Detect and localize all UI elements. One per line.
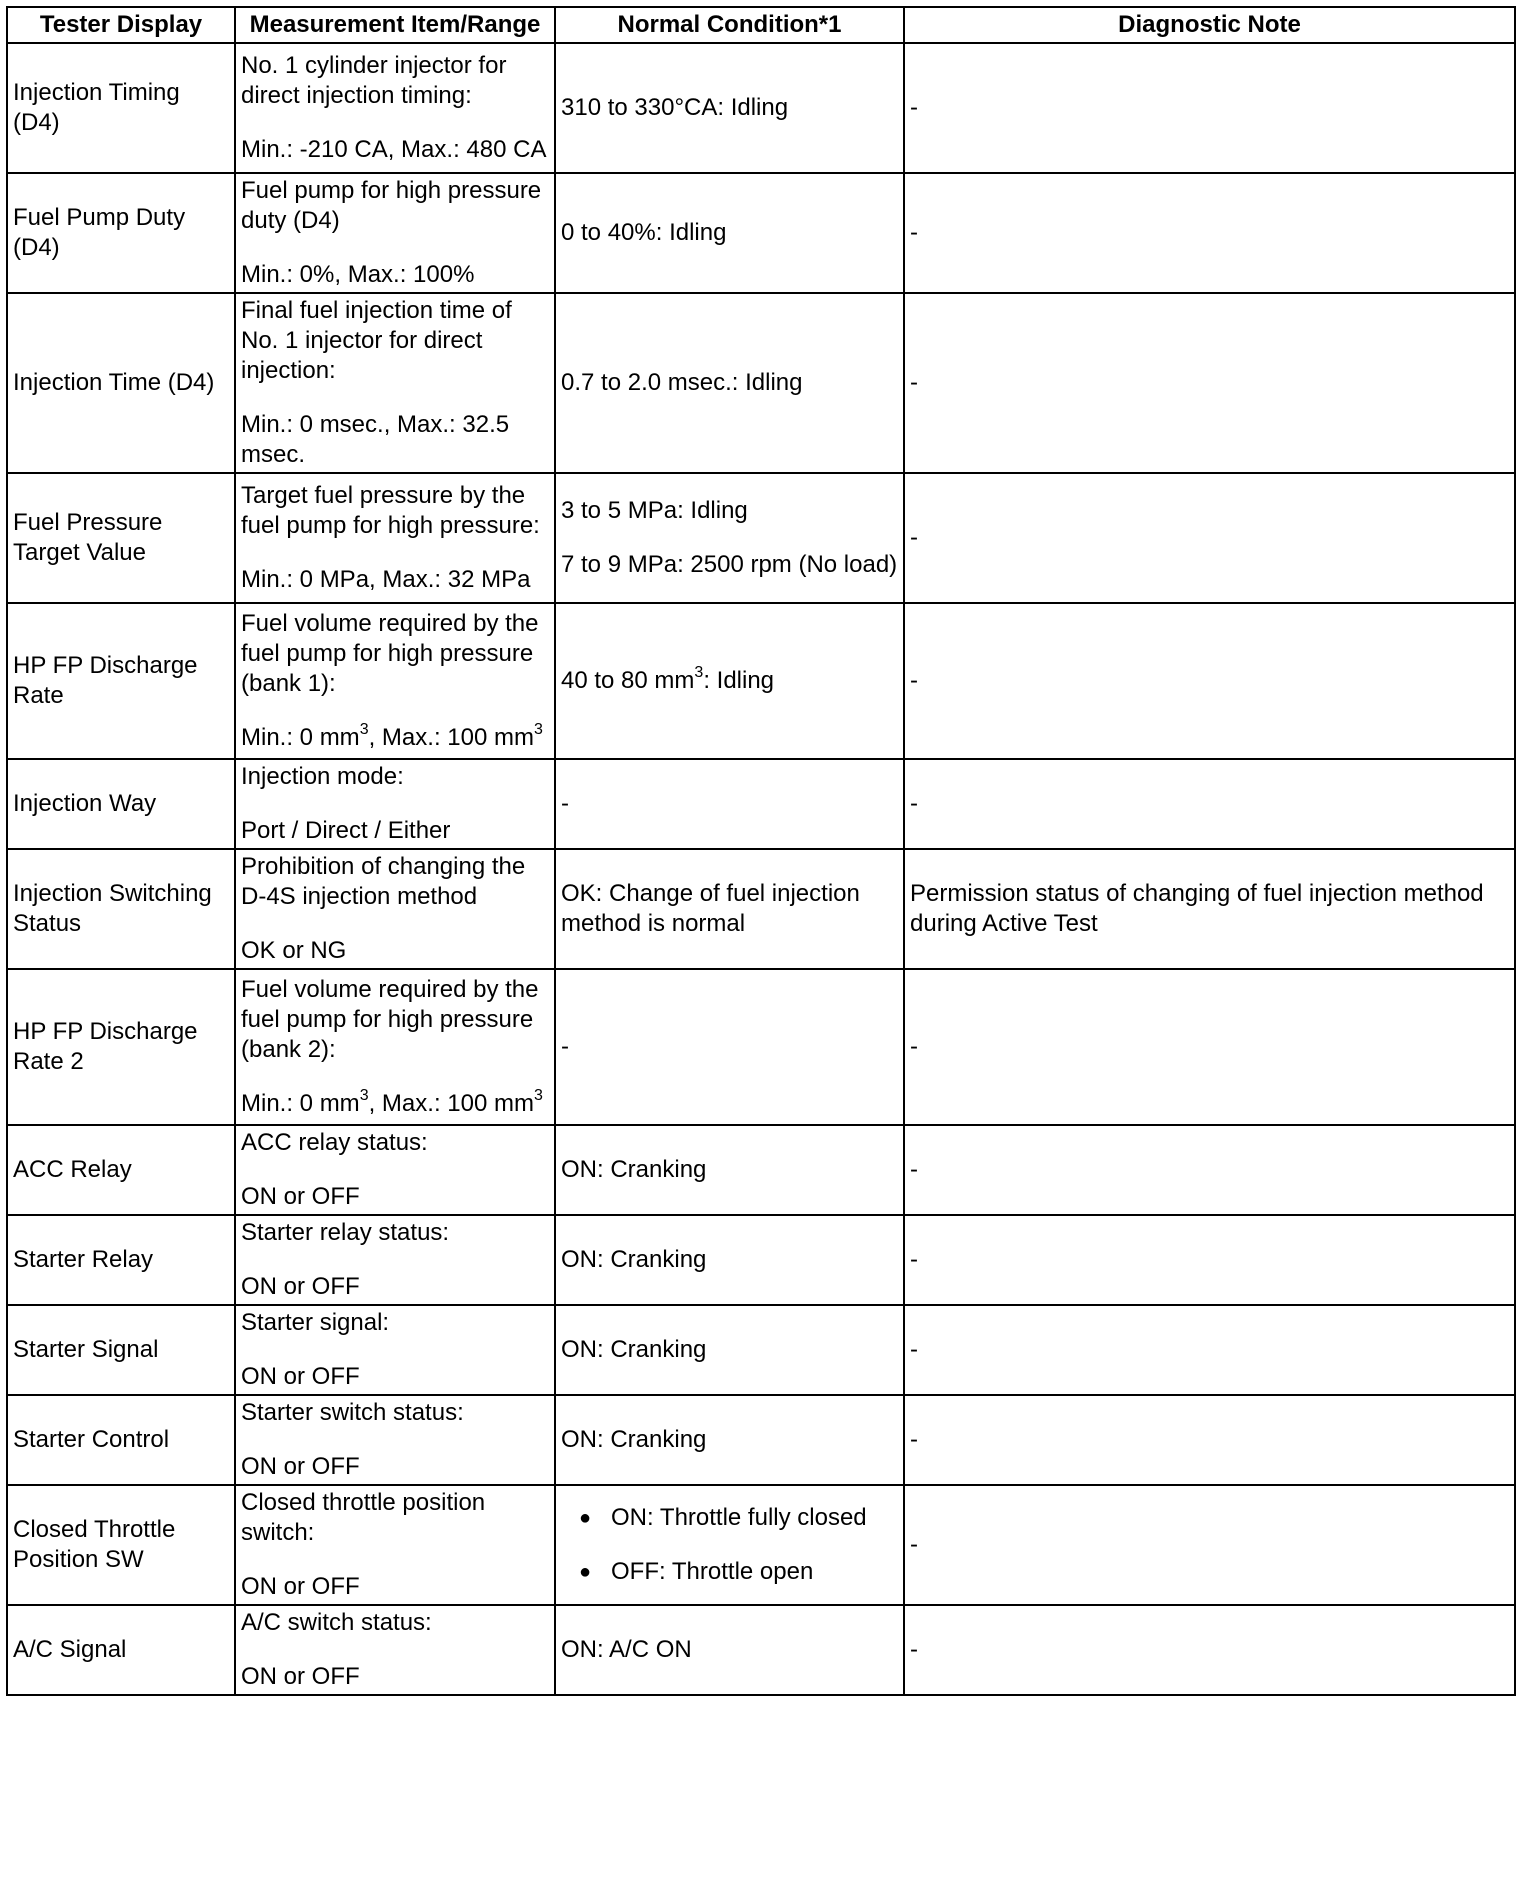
tester-display-cell: Fuel Pump Duty (D4) (7, 173, 235, 293)
table-row (7, 969, 1515, 1125)
text-part: , Max.: 100 mm (368, 724, 534, 751)
tester-display-cell: Injection Time (D4) (7, 293, 235, 473)
table-row (7, 293, 1515, 473)
text-part: Min.: 0 mm (241, 724, 360, 751)
measurement-line (241, 762, 549, 792)
measurement-line (241, 1608, 549, 1638)
measurement-line (241, 1218, 549, 1248)
normal-condition-cell (555, 1605, 904, 1695)
measurement-cell (235, 1485, 555, 1605)
measurement-line (241, 176, 549, 236)
table-row (7, 1305, 1515, 1395)
measurement-line (241, 565, 549, 595)
text-part: Prohibition of changing the D-4S injection method (241, 853, 526, 910)
text-part: Fuel pump for high pressure duty (D4) (241, 177, 542, 234)
measurement-cell (235, 293, 555, 473)
text-part: Starter signal: (241, 1309, 390, 1336)
text-part: 7 to 9 MPa: 2500 rpm (No load) (561, 551, 898, 578)
measurement-line (241, 1662, 549, 1692)
text-part: No. 1 cylinder injector for direct injection timing: (241, 52, 507, 109)
normal-condition-line (561, 218, 898, 248)
text-part: ON: Cranking (561, 1336, 707, 1363)
diagnostic-note-cell: - (904, 969, 1515, 1125)
table-row (7, 759, 1515, 849)
text-part: OK: Change of fuel injection method is normal (561, 880, 860, 937)
measurement-line (241, 1128, 549, 1158)
normal-condition-cell (555, 293, 904, 473)
text-part: Min.: 0 mm (241, 1090, 360, 1117)
measurement-line (241, 816, 549, 846)
measurement-line (241, 1089, 549, 1119)
text-part: Target fuel pressure by the fuel pump for high pressure: (241, 482, 540, 539)
tester-display-cell: A/C Signal (7, 1605, 235, 1695)
header-normal-condition: Normal Condition*1 (555, 7, 904, 43)
table-row (7, 849, 1515, 969)
measurement-cell (235, 43, 555, 173)
text-part: 0 to 40%: Idling (561, 219, 727, 246)
text-part: 3 to 5 MPa: Idling (561, 497, 748, 524)
measurement-line (241, 1308, 549, 1338)
measurement-line (241, 481, 549, 541)
tester-display-cell: HP FP Discharge Rate (7, 603, 235, 759)
normal-condition-cell (555, 969, 904, 1125)
superscript: 3 (359, 1087, 369, 1104)
text-part: ON or OFF (241, 1573, 360, 1600)
superscript: 3 (694, 664, 704, 681)
tester-display-cell: Starter Control (7, 1395, 235, 1485)
tester-display-cell: Starter Relay (7, 1215, 235, 1305)
bullet-item: ● OFF: Throttle open (561, 1557, 898, 1587)
tester-display-cell: Injection Switching Status (7, 849, 235, 969)
diagnostic-note-cell: Permission status of changing of fuel injection method during Active Test (904, 849, 1515, 969)
text-part: Min.: 0%, Max.: 100% (241, 261, 475, 288)
normal-condition-cell (555, 1485, 904, 1605)
measurement-line (241, 296, 549, 386)
text-part: - (561, 1033, 569, 1060)
table-row (7, 43, 1515, 173)
text-part: Closed throttle position switch: (241, 1489, 486, 1546)
measurement-line (241, 609, 549, 699)
measurement-cell (235, 1605, 555, 1695)
text-part: Injection mode: (241, 763, 404, 790)
text-part: Starter switch status: (241, 1399, 464, 1426)
text-part: ON or OFF (241, 1183, 360, 1210)
text-part: ON or OFF (241, 1663, 360, 1690)
measurement-line (241, 260, 549, 290)
tester-display-cell: Closed Throttle Position SW (7, 1485, 235, 1605)
table-row (7, 1485, 1515, 1605)
text-part: 0.7 to 2.0 msec.: Idling (561, 369, 803, 396)
table-row (7, 473, 1515, 603)
normal-condition-line (561, 789, 898, 819)
normal-condition-cell (555, 1305, 904, 1395)
text-part: ON: Cranking (561, 1246, 707, 1273)
normal-condition-cell (555, 849, 904, 969)
text-part: ON or OFF (241, 1363, 360, 1390)
measurement-line (241, 852, 549, 912)
header-measurement-item: Measurement Item/Range (235, 7, 555, 43)
text-part: ON: Cranking (561, 1156, 707, 1183)
table-row (7, 173, 1515, 293)
tester-display-cell: Fuel Pressure Target Value (7, 473, 235, 603)
bullet-item: ● ON: Throttle fully closed (561, 1503, 898, 1533)
superscript: 3 (359, 721, 369, 738)
measurement-line (241, 410, 549, 470)
text-part: Min.: 0 MPa, Max.: 32 MPa (241, 566, 531, 593)
normal-condition-line (561, 1635, 898, 1665)
normal-condition-cell (555, 43, 904, 173)
diagnostic-note-cell: - (904, 1605, 1515, 1695)
table-row (7, 1605, 1515, 1695)
tester-display-cell: Starter Signal (7, 1305, 235, 1395)
normal-condition-line (561, 1155, 898, 1185)
measurement-cell (235, 1215, 555, 1305)
text-part: Starter relay status: (241, 1219, 450, 1246)
header-diagnostic-note: Diagnostic Note (904, 7, 1515, 43)
diagnostic-note-cell: - (904, 1125, 1515, 1215)
diagnostic-note-cell: - (904, 43, 1515, 173)
data-list-table (6, 6, 1516, 1696)
normal-condition-cell (555, 1395, 904, 1485)
measurement-cell (235, 173, 555, 293)
text-part: , Max.: 100 mm (368, 1090, 534, 1117)
text-part: ACC relay status: (241, 1129, 428, 1156)
normal-condition-line (561, 1032, 898, 1062)
normal-condition-line (561, 368, 898, 398)
measurement-line (241, 1488, 549, 1548)
measurement-cell (235, 473, 555, 603)
text-part: Min.: 0 msec., Max.: 32.5 msec. (241, 411, 510, 468)
normal-condition-line (561, 1335, 898, 1365)
normal-condition-line (561, 1425, 898, 1455)
normal-condition-line (561, 879, 898, 939)
tester-display-cell: Injection Way (7, 759, 235, 849)
diagnostic-note-cell: - (904, 1485, 1515, 1605)
normal-condition-line (561, 93, 898, 123)
header-row (7, 7, 1515, 43)
normal-condition-line (561, 496, 898, 526)
diagnostic-note-cell: - (904, 473, 1515, 603)
text-part: 40 to 80 mm (561, 667, 695, 694)
table-row (7, 1395, 1515, 1485)
diagnostic-note-cell: - (904, 759, 1515, 849)
diagnostic-note-cell: - (904, 173, 1515, 293)
text-part: A/C switch status: (241, 1609, 432, 1636)
measurement-line (241, 1362, 549, 1392)
normal-condition-line (561, 1245, 898, 1275)
measurement-cell (235, 969, 555, 1125)
text-part: Min.: -210 CA, Max.: 480 CA (241, 136, 547, 163)
text-part: ON: A/C ON (561, 1636, 692, 1663)
table-body (7, 43, 1515, 1695)
measurement-cell (235, 849, 555, 969)
normal-condition-cell (555, 759, 904, 849)
normal-condition-cell (555, 173, 904, 293)
measurement-line (241, 1272, 549, 1302)
normal-condition-cell (555, 473, 904, 603)
text-part: ON or OFF (241, 1453, 360, 1480)
measurement-line (241, 975, 549, 1065)
diagnostic-note-cell: - (904, 1305, 1515, 1395)
normal-condition-line (561, 666, 898, 696)
tester-display-cell: ACC Relay (7, 1125, 235, 1215)
normal-condition-cell (555, 1215, 904, 1305)
text-part: Port / Direct / Either (241, 817, 451, 844)
text-part: Final fuel injection time of No. 1 injector for direct injection: (241, 297, 512, 384)
text-part: 310 to 330°CA: Idling (561, 94, 789, 121)
normal-condition-cell (555, 1125, 904, 1215)
superscript: 3 (533, 721, 543, 738)
text-part: - (561, 790, 569, 817)
text-part: ON or OFF (241, 1273, 360, 1300)
diagnostic-note-cell: - (904, 1215, 1515, 1305)
text-part: ON: Cranking (561, 1426, 707, 1453)
measurement-cell (235, 1395, 555, 1485)
diagnostic-note-cell: - (904, 1395, 1515, 1485)
normal-condition-cell (555, 603, 904, 759)
measurement-line (241, 723, 549, 753)
measurement-line (241, 1572, 549, 1602)
measurement-line (241, 135, 549, 165)
table-row (7, 603, 1515, 759)
measurement-cell (235, 1305, 555, 1395)
measurement-line (241, 51, 549, 111)
measurement-cell (235, 603, 555, 759)
measurement-cell (235, 759, 555, 849)
text-part: Fuel volume required by the fuel pump for high pressure (bank 1): (241, 610, 539, 697)
text-part: OK or NG (241, 937, 347, 964)
tester-display-cell: Injection Timing (D4) (7, 43, 235, 173)
diagnostic-note-cell: - (904, 603, 1515, 759)
text-part: Fuel volume required by the fuel pump for high pressure (bank 2): (241, 976, 539, 1063)
diagnostic-note-cell: - (904, 293, 1515, 473)
measurement-line (241, 1452, 549, 1482)
text-part: : Idling (703, 667, 775, 694)
measurement-cell (235, 1125, 555, 1215)
bullet-list (561, 1503, 898, 1587)
measurement-line (241, 936, 549, 966)
superscript: 3 (533, 1087, 543, 1104)
measurement-line (241, 1182, 549, 1212)
tester-display-cell: HP FP Discharge Rate 2 (7, 969, 235, 1125)
measurement-line (241, 1398, 549, 1428)
header-tester-display: Tester Display (7, 7, 235, 43)
table-row (7, 1125, 1515, 1215)
normal-condition-line (561, 550, 898, 580)
table-row (7, 1215, 1515, 1305)
